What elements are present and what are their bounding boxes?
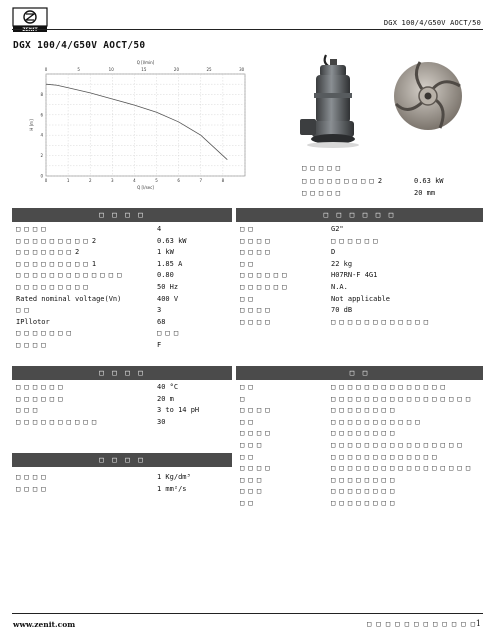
- table-row: [236, 475, 471, 487]
- table-row: [236, 486, 471, 498]
- table-row: [236, 382, 471, 394]
- row-value: □ □ □: [157, 329, 179, 338]
- row-label: □ □ □: [240, 475, 262, 484]
- row-label: □: [240, 394, 245, 403]
- row-label: □ □: [240, 225, 253, 233]
- summary-label: □ □ □ □ □: [302, 189, 340, 197]
- table-row: [12, 270, 237, 282]
- row-value: 0.63 kW: [157, 236, 187, 245]
- row-value: □ □ □ □ □ □ □ □: [331, 487, 395, 496]
- table-row: [236, 282, 471, 294]
- table-row: [236, 224, 471, 236]
- row-value: 1 Kg/dm³: [157, 473, 191, 481]
- row-label: □ □ □ □ □ □: [240, 282, 287, 291]
- logo-text: ZENIT: [22, 28, 38, 33]
- table-row: [12, 305, 237, 317]
- x-tick-label: 6: [177, 178, 180, 183]
- summary-row: [302, 162, 474, 175]
- y-axis-label: H [m]: [29, 119, 34, 131]
- x-tick-label: 8: [221, 178, 225, 183]
- table-row: [12, 405, 237, 417]
- row-label: □ □ □ □ □ □ □ □ □ □: [16, 417, 97, 426]
- footer-divider: [12, 613, 483, 614]
- row-label: □ □: [240, 259, 253, 268]
- table-row: [236, 463, 471, 475]
- summary-label: □ □ □ □ □ □ □ □ □ 2: [302, 176, 383, 185]
- row-value: 1.85 A: [157, 259, 183, 268]
- row-value: □ □ □ □ □ □ □ □: [331, 429, 395, 438]
- row-value: 22 kg: [331, 259, 353, 268]
- page-number: 1: [475, 619, 481, 628]
- table-row: [236, 428, 471, 440]
- y-tick-label: 6: [40, 112, 43, 118]
- row-value: □ □ □ □ □ □: [331, 236, 378, 245]
- table-row: [236, 236, 471, 248]
- row-label: □ □ □ □ □ □ □ □ □ □ □ □ □: [16, 271, 122, 280]
- fluid-table: [12, 472, 237, 495]
- x-top-tick-label: 30: [239, 67, 245, 72]
- row-label: □ □ □ □: [240, 306, 270, 315]
- row-value: 50 Hz: [157, 282, 179, 291]
- row-value: N.A.: [331, 282, 348, 291]
- section-header-electrical: □ □ □ □: [12, 208, 232, 222]
- row-value: D: [331, 248, 336, 257]
- x-tick-label: 1: [66, 178, 70, 183]
- row-label: □ □ □ □: [240, 429, 270, 438]
- table-row: [236, 405, 471, 417]
- table-row: [12, 340, 237, 352]
- row-label: □ □ □ □: [240, 464, 270, 473]
- row-value: 3: [157, 306, 162, 315]
- row-value: 0.80: [157, 271, 174, 280]
- table-row: [12, 282, 237, 294]
- row-value: H07RN-F 4G1: [331, 271, 378, 280]
- row-label: □ □ □ □: [240, 248, 270, 257]
- x-top-tick-label: 5: [77, 67, 80, 72]
- row-value: □ □ □ □ □ □ □ □ □ □ □ □ □ □ □ □ □: [331, 464, 471, 473]
- x-top-tick-label: 10: [108, 67, 114, 72]
- row-label: □ □: [240, 383, 253, 391]
- row-label: IPllotor: [16, 317, 50, 326]
- row-value: 1 kW: [157, 248, 174, 257]
- row-label: □ □: [240, 417, 253, 426]
- table-row: [236, 394, 471, 406]
- row-value: □ □ □ □ □ □ □ □: [331, 498, 395, 507]
- row-label: □ □ □: [240, 487, 262, 496]
- summary-row: [302, 187, 474, 200]
- row-value: 1 mm²/s: [157, 484, 187, 493]
- row-value: 30: [157, 417, 166, 426]
- footer-url-link[interactable]: www.zenit.com: [13, 620, 76, 629]
- table-row: [236, 294, 471, 306]
- row-label: □ □ □ □ □ □ □: [16, 329, 71, 338]
- table-row: [12, 382, 237, 394]
- row-value: 20 m: [157, 394, 174, 403]
- table-row: [236, 452, 471, 464]
- table-row: [12, 236, 237, 248]
- row-label: □ □ □ □ □ □ □ 2: [16, 248, 80, 257]
- row-label: □ □ □ □ □ □ □ □ □ 1: [16, 259, 97, 268]
- table-row: [12, 484, 237, 496]
- row-value: □ □ □ □ □ □ □ □ □ □ □ □ □ □ □ □ □: [331, 394, 471, 403]
- table-row: [12, 472, 237, 484]
- row-value: □ □ □ □ □ □ □ □ □ □ □ □ □ □ □ □: [331, 440, 462, 449]
- x-tick-label: 0: [44, 178, 48, 183]
- table-row: [236, 270, 471, 282]
- row-value: 40 °C: [157, 383, 179, 391]
- row-label: □ □ □ □: [240, 406, 270, 415]
- summary-row: [302, 175, 474, 188]
- y-tick-label: 2: [40, 153, 43, 159]
- row-label: □ □: [240, 294, 253, 303]
- summary-value: [414, 162, 474, 175]
- row-label: □ □ □ □ □ □ □ □ □: [16, 282, 88, 291]
- header-product-code: DGX 100/4/G50V AOCT/50: [383, 19, 481, 27]
- table-row: [12, 259, 237, 271]
- row-value: 70 dB: [331, 306, 353, 315]
- table-row: [12, 317, 237, 329]
- table-row: [236, 440, 471, 452]
- row-label: □ □ □ □: [240, 317, 270, 326]
- x-top-tick-label: 20: [173, 67, 180, 72]
- electrical-table: [12, 224, 237, 352]
- table-row: [12, 394, 237, 406]
- y-tick-label: 4: [40, 132, 43, 138]
- row-label: □ □ □ □ □ □: [240, 271, 287, 280]
- summary-specs: [302, 162, 474, 200]
- materials-table: [236, 382, 471, 510]
- row-value: □ □ □ □ □ □ □ □ □ □ □ □ □: [331, 452, 437, 461]
- conditions-table: [12, 382, 237, 428]
- table-row: [236, 259, 471, 271]
- table-row: [12, 328, 237, 340]
- x-tick-label: 2: [88, 178, 92, 183]
- table-row: [12, 247, 237, 259]
- table-row: [12, 224, 237, 236]
- summary-value: 0.63 kW: [414, 176, 444, 185]
- y-tick-label: 8: [40, 91, 43, 97]
- impeller-image: [388, 56, 468, 136]
- x-top-tick-label: 15: [141, 67, 147, 72]
- row-label: □ □: [240, 452, 253, 461]
- footer-text: □ □ □ □ □ □ □ □ □ □ □ □: [367, 620, 476, 628]
- page-title: DGX 100/4/G50V AOCT/50: [13, 40, 146, 51]
- x-tick-label: 7: [199, 178, 203, 183]
- table-row: [12, 294, 237, 306]
- row-label: □ □ □ □ □ □: [16, 383, 63, 391]
- row-label: □ □ □ □: [16, 340, 46, 349]
- row-value: □ □ □ □ □ □ □ □ □ □ □ □ □ □: [331, 383, 445, 391]
- header-divider: [12, 29, 483, 30]
- row-label: □ □ □: [240, 440, 262, 449]
- row-label: □ □ □ □ □ □ □ □ □ 2: [16, 236, 97, 245]
- pump-photo: [292, 53, 372, 153]
- row-value: □ □ □ □ □ □ □ □: [331, 475, 395, 484]
- row-value: 3 to 14 pH: [157, 406, 200, 415]
- row-value: G2": [331, 225, 344, 233]
- row-label: □ □ □ □: [16, 225, 46, 233]
- row-value: 4: [157, 225, 162, 233]
- row-label: □ □ □: [16, 406, 38, 415]
- performance-curve-line: [46, 84, 227, 159]
- section-header-construction: □ □ □ □ □ □: [236, 208, 483, 222]
- summary-label: □ □ □ □ □: [302, 164, 340, 172]
- row-label: □ □ □ □: [16, 473, 46, 481]
- y-tick-label: 0: [40, 173, 43, 179]
- x-tick-label: 3: [111, 178, 114, 183]
- section-header-conditions: □ □ □ □: [12, 366, 232, 380]
- table-row: [236, 417, 471, 429]
- performance-curve-chart: [13, 56, 253, 194]
- table-row: [236, 247, 471, 259]
- summary-value: 20 mm: [414, 189, 436, 197]
- row-value: Not applicable: [331, 294, 391, 303]
- row-value: □ □ □ □ □ □ □ □ □ □ □ □: [331, 317, 428, 326]
- table-row: [236, 498, 471, 510]
- section-header-materials: □ □: [236, 366, 483, 380]
- x-top-axis-label: Q [l/min]: [136, 60, 155, 65]
- row-label: □ □: [16, 306, 29, 315]
- row-label: □ □: [240, 498, 253, 507]
- row-value: 400 V: [157, 294, 179, 303]
- x-tick-label: 5: [155, 178, 158, 183]
- x-top-tick-label: 0: [44, 67, 48, 72]
- table-row: [12, 417, 237, 429]
- row-label: □ □ □ □: [240, 236, 270, 245]
- row-value: 68: [157, 317, 166, 326]
- section-header-fluid: □ □ □ □: [12, 453, 232, 467]
- x-top-tick-label: 25: [206, 67, 212, 72]
- row-value: □ □ □ □ □ □ □ □: [331, 406, 395, 415]
- table-row: [236, 317, 471, 329]
- row-label: □ □ □ □ □ □: [16, 394, 63, 403]
- x-tick-label: 4: [133, 178, 136, 183]
- row-value: □ □ □ □ □ □ □ □ □ □ □: [331, 417, 420, 426]
- row-label: Rated nominal voltage(Vn): [16, 294, 122, 303]
- table-row: [236, 305, 471, 317]
- x-axis-label: Q [l/sec]: [137, 185, 154, 190]
- row-label: □ □ □ □: [16, 484, 46, 493]
- row-value: F: [157, 340, 162, 349]
- construction-table: [236, 224, 471, 328]
